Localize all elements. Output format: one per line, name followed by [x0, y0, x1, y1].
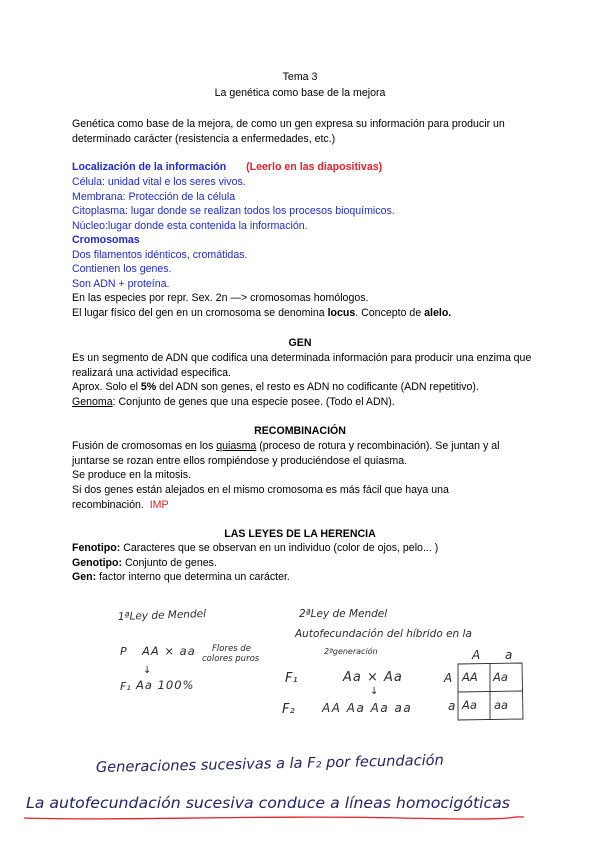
- ley2-cross: Aa × Aa: [343, 670, 403, 685]
- recombinacion-post: (proceso de rotura y recombinación). Se juntan y al juntarse se rozan entre ellos rompiéndose y produciéndose el quiasma.: [72, 440, 500, 467]
- fenotipo-definition: Caracteres que se observan en un individuo (color de ojos, pelo... ): [120, 542, 439, 554]
- genoma-term: Genoma: [72, 396, 113, 408]
- gen-term: Gen:: [72, 571, 97, 583]
- leyes-heading: LAS LEYES DE LA HERENCIA: [224, 528, 376, 540]
- genotipo-term: Genotipo:: [72, 557, 123, 569]
- gen-percent: 5%: [140, 381, 157, 393]
- gen-definition: factor interno que determina un carácter.: [96, 571, 290, 583]
- punnett-grid-hline: [458, 691, 523, 692]
- handwritten-line-1: Generaciones sucesivas a la F₂ por fecundación: [95, 752, 443, 776]
- punnett-col-header: a: [505, 648, 513, 662]
- ley2-arrow: ↓: [370, 686, 379, 697]
- recombinacion-pre: Fusión de cromosomas en los: [72, 440, 217, 452]
- locus-text: El lugar físico del gen en un cromosoma se denomina: [72, 307, 328, 319]
- punnett-cell: AA: [462, 670, 478, 684]
- red-underline: [24, 817, 524, 819]
- punnett-cell: aa: [494, 698, 509, 712]
- localizacion-heading: Localización de la información: [72, 161, 227, 173]
- fenotipo-term: Fenotipo:: [72, 542, 121, 554]
- ley2-subtitle-1: Autofecundación del híbrido en la: [295, 628, 472, 640]
- punnett-col-header: A: [472, 648, 481, 662]
- genoma-definition: : Conjunto de genes que una especie posee. (Todo el ADN).: [112, 396, 395, 408]
- localizacion-line: Citoplasma: lugar donde se realizan todos los procesos bioquímicos.: [72, 205, 395, 217]
- ley1-note-2: colores puros: [202, 654, 260, 664]
- page-subtitle: La genética como base de la mejora: [214, 87, 386, 99]
- ley1-note-1: Flores de: [212, 644, 251, 654]
- imp-marker: IMP: [149, 498, 169, 511]
- intro-paragraph: Genética como base de la mejora, de como un gen expresa su información para producir un determinado carácter (resistencia a enfermedades, etc.): [72, 118, 505, 145]
- ley2-f1-label: F₁: [285, 671, 298, 686]
- ley1-f-label: F₁: [120, 680, 131, 693]
- gen-percent-pre: Aprox. Solo el: [72, 381, 141, 393]
- handwritten-line-2: La autofecundación sucesiva conduce a líneas homocigóticas: [26, 794, 511, 812]
- cromosomas-line: Contienen los genes.: [72, 263, 172, 275]
- ley2-f2-label: F₂: [282, 702, 295, 717]
- punnett-cell: Aa: [493, 670, 508, 684]
- localizacion-line: Núcleo:lugar donde esta contenida la información.: [72, 220, 308, 232]
- ley1-arrow: ↓: [143, 665, 152, 676]
- mitosis-line: Se produce en la mitosis.: [72, 469, 191, 481]
- locus-mid: . Concepto de: [355, 307, 425, 319]
- recombinacion-genes-text: Si dos genes están alejados en el mismo cromosoma es más fácil que haya una recombinación.: [72, 484, 449, 511]
- cromosomas-homologos: En las especies por repr. Sex. 2n —> cromosomas homólogos.: [72, 292, 369, 304]
- alelo-term: alelo.: [424, 307, 452, 319]
- locus-term: locus: [327, 307, 356, 319]
- localizacion-line: Membrana: Protección de la célula: [72, 191, 236, 203]
- cromosomas-line: Son ADN + proteína.: [72, 278, 170, 290]
- gen-paragraph: Es un segmento de ADN que codifica una determinada información para producir una enzima que realizará una actividad especifica.: [72, 352, 532, 379]
- punnett-row-header: A: [444, 671, 453, 685]
- punnett-cell: Aa: [462, 698, 477, 712]
- ley1-cross: AA × aa: [142, 644, 196, 658]
- ley1-title: 1ªLey de Mendel: [117, 607, 207, 623]
- gen-percent-post: del ADN son genes, el resto es ADN no codificante (ADN repetitivo).: [156, 381, 479, 393]
- genotipo-definition: Conjunto de genes.: [122, 557, 217, 569]
- quiasma-term: quiasma: [216, 440, 257, 452]
- ley1-p-label: P: [120, 645, 127, 658]
- recombinacion-heading: RECOMBINACIÓN: [254, 425, 346, 437]
- localizacion-line: Célula: unidad vital e los seres vivos.: [72, 176, 246, 188]
- cromosomas-heading: Cromosomas: [72, 234, 140, 246]
- topic-number: Tema 3: [282, 71, 318, 83]
- ley2-title: 2ªLey de Mendel: [299, 608, 388, 620]
- localizacion-note: (Leerlo en las diapositivas): [246, 161, 383, 173]
- ley1-result: Aa 100%: [136, 678, 195, 692]
- ley2-subtitle-2: 2ªgeneración: [324, 647, 378, 656]
- ley2-result: AA Aa Aa aa: [322, 701, 413, 715]
- gen-heading: GEN: [288, 337, 312, 349]
- punnett-row-header: a: [448, 699, 456, 713]
- cromosomas-line: Dos filamentos idénticos, cromátidas.: [72, 249, 248, 261]
